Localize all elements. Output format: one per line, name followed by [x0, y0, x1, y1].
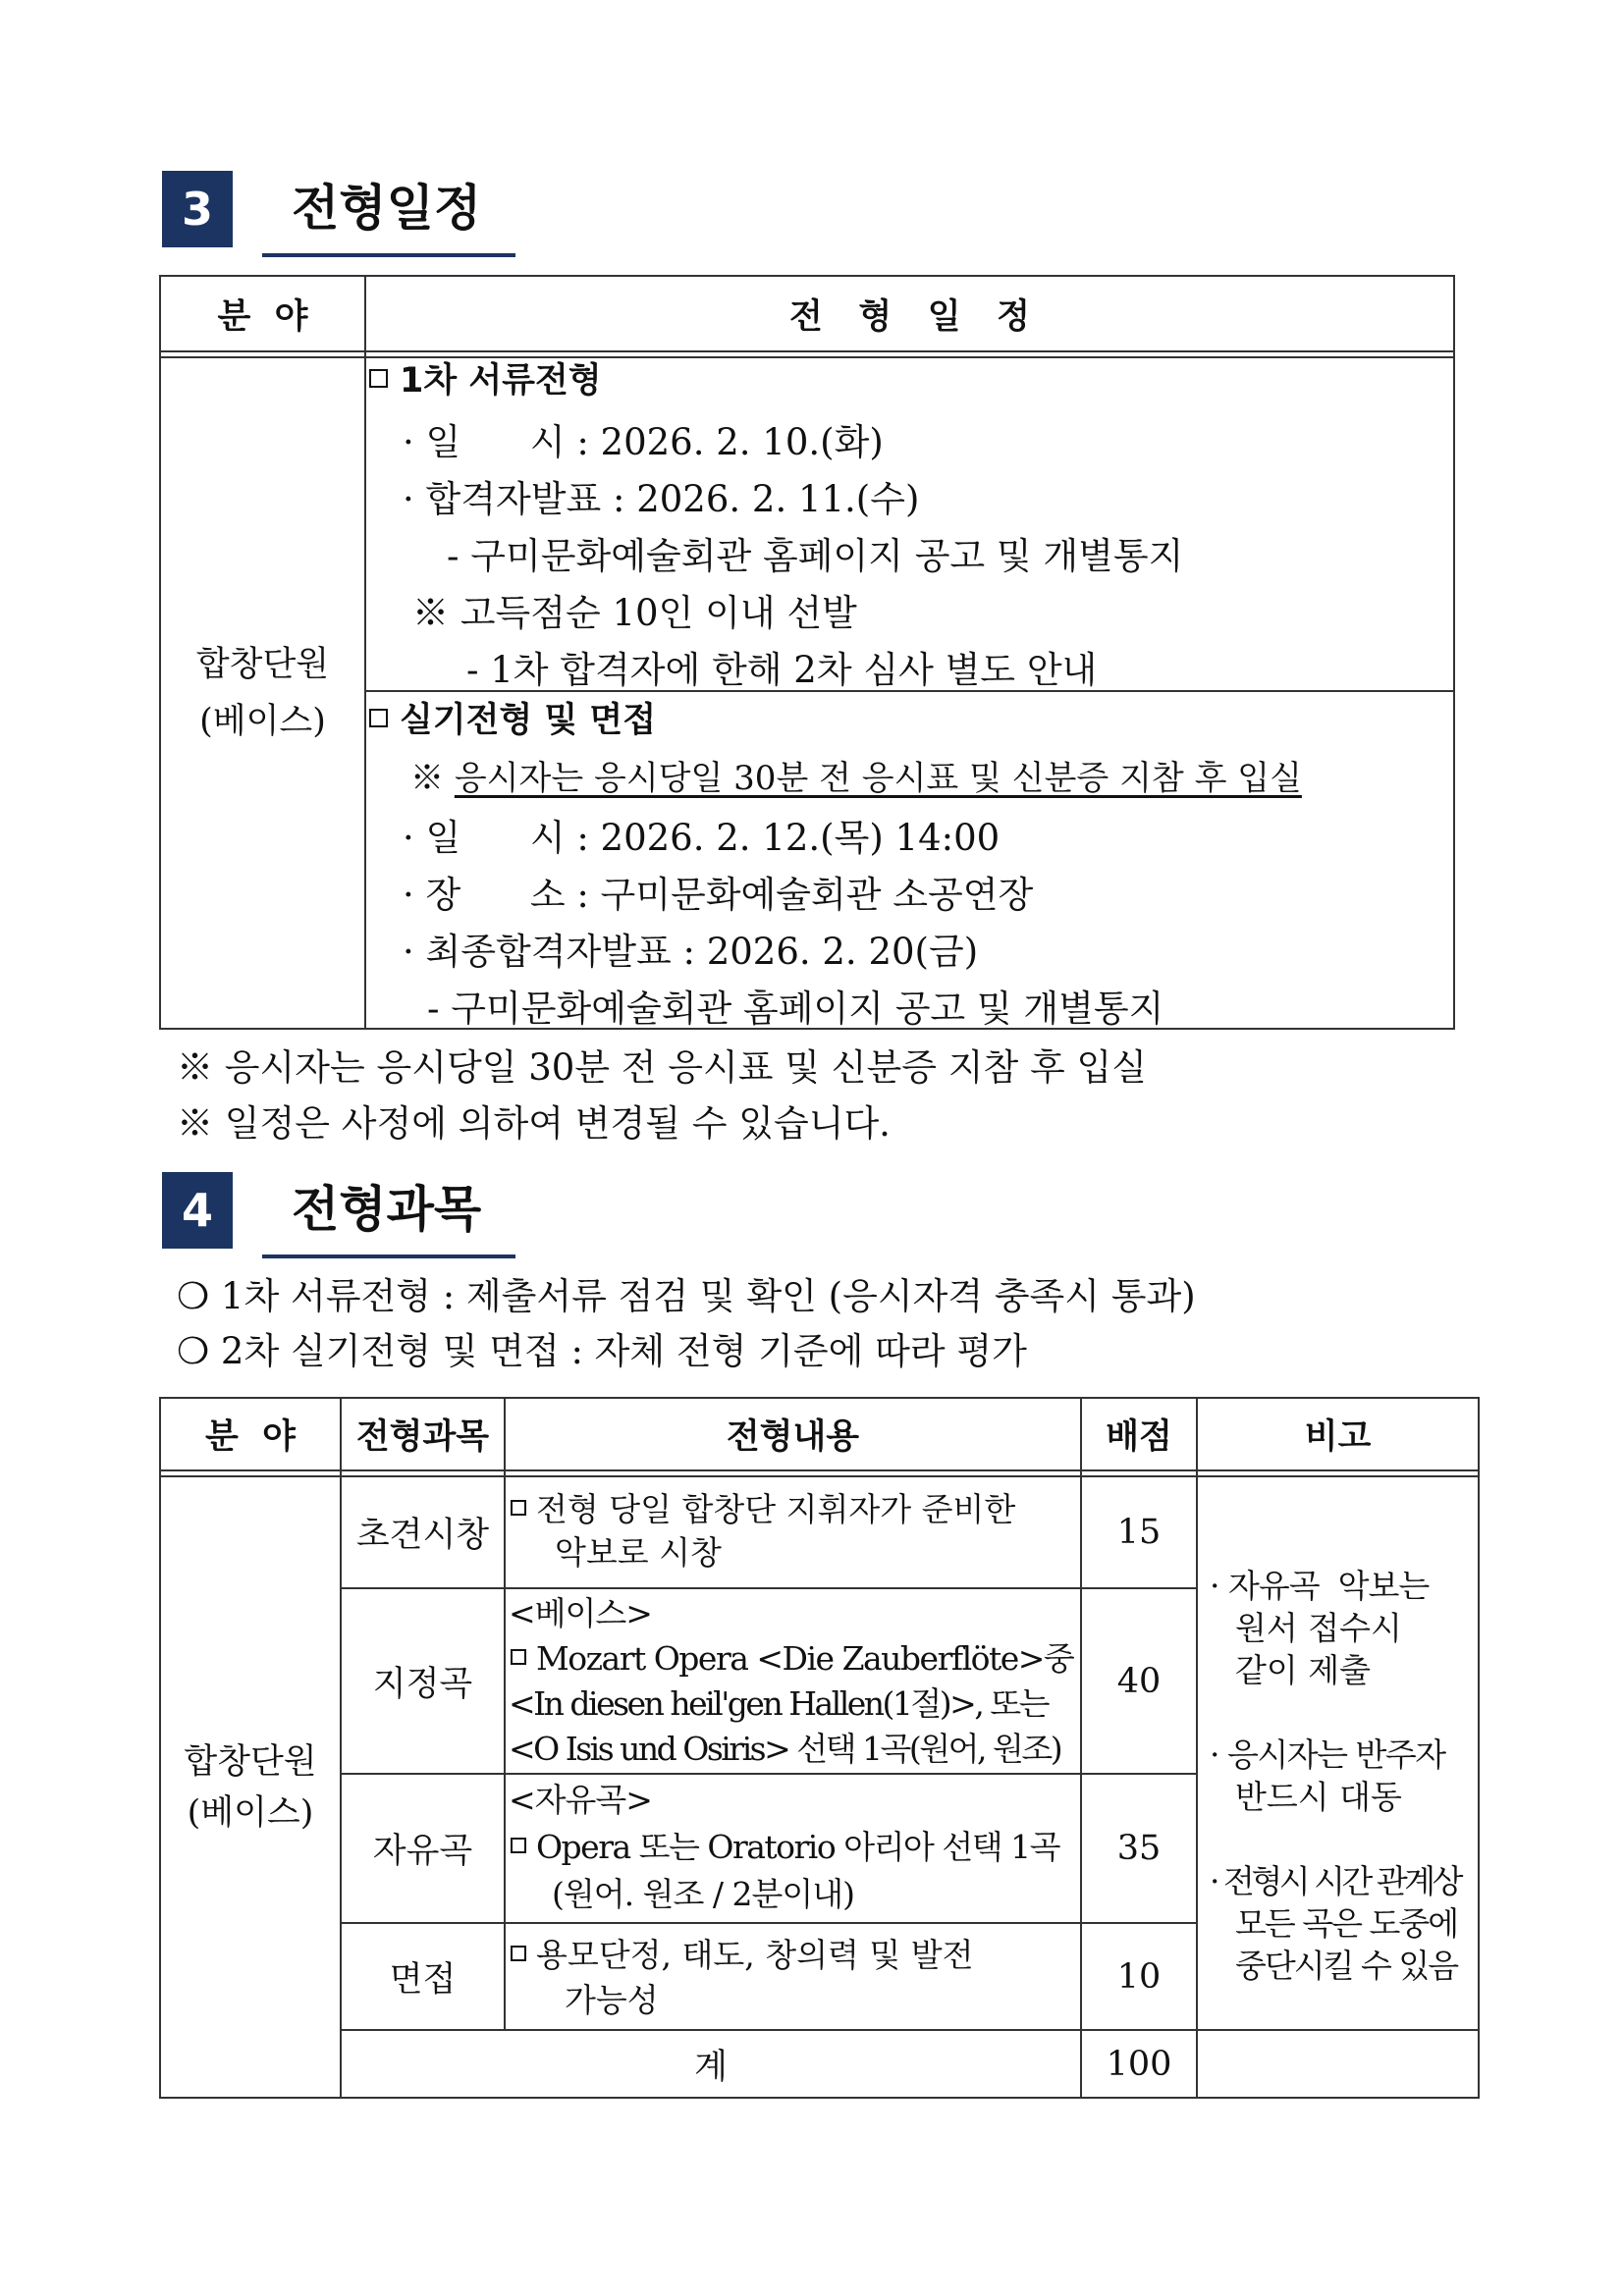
- subject-interview: 면접: [389, 1959, 457, 2000]
- stage2-note: ※ 응시자는 응시당일 30분 전 응시표 및 신분증 지참 후 입실: [410, 759, 1302, 798]
- section-3-number: 3: [162, 171, 233, 247]
- section-3-heading: [162, 169, 501, 249]
- subjects-header-score: 배점: [1106, 1417, 1172, 1457]
- total-label: 계: [694, 2047, 728, 2087]
- stage1-notice: - 구미문화예술회관 홈페이지 공고 및 개별통지: [447, 535, 1184, 577]
- subjects-field-cell: [161, 1477, 340, 2097]
- subject-bullet-2: ❍ 2차 실기전형 및 면접 : 자체 전형 기준에 따라 평가: [177, 1330, 1027, 1372]
- field-part: (베이스): [199, 702, 326, 741]
- remark-1-line-3: 같이 제출: [1235, 1651, 1372, 1689]
- schedule-field-cell: [161, 358, 364, 1028]
- remark-3-line-1: · 전형시 시간 관계상: [1210, 1862, 1460, 1900]
- checkbox-icon: [369, 369, 388, 388]
- subject-bullet-1: ❍ 1차 서류전형 : 제출서류 점검 및 확인 (응시자격 충족시 통과): [177, 1275, 1196, 1317]
- remark-2-line-2: 반드시 대동: [1235, 1778, 1402, 1816]
- subjects-header-subject: 전형과목: [355, 1417, 490, 1457]
- schedule-note-1: ※ 응시자는 응시당일 30분 전 응시표 및 신분증 지참 후 입실: [177, 1046, 1148, 1089]
- total-score: 100: [1106, 2044, 1172, 2084]
- score-designated-song: 40: [1116, 1661, 1162, 1701]
- subjects-header-remark: 비고: [1304, 1417, 1372, 1457]
- stage2-notice: - 구미문화예술회관 홈페이지 공고 및 개별통지: [427, 988, 1164, 1030]
- stage1-note-sub: - 1차 합격자에 한해 2차 심사 별도 안내: [466, 649, 1098, 691]
- field-name: 합창단원: [195, 645, 330, 684]
- subject-sight-singing: 초견시창: [355, 1516, 490, 1555]
- checkbox-icon: [511, 1946, 526, 1961]
- schedule-header-field: 분 야: [217, 296, 308, 337]
- subject-designated-song: 지정곡: [372, 1664, 473, 1704]
- subject-free-song: 자유곡: [372, 1832, 473, 1871]
- section-4-number: 4: [162, 1172, 233, 1249]
- score-free-song: 35: [1116, 1829, 1162, 1868]
- stage1-date: · 일 시 : 2026. 2. 10.(화): [403, 421, 884, 463]
- stage1-announce: · 합격자발표 : 2026. 2. 11.(수): [403, 478, 920, 520]
- field-part: (베이스): [187, 1792, 314, 1833]
- remark-3-line-3: 중단시킬 수 있음: [1235, 1947, 1458, 1985]
- checkbox-icon: [511, 1649, 526, 1665]
- schedule-header-schedule: 전 형 일 정: [789, 296, 1030, 337]
- score-interview: 10: [1116, 1956, 1162, 1997]
- score-sight-singing: 15: [1116, 1513, 1162, 1552]
- stage1-title: 1차 서류전형: [369, 353, 602, 402]
- stage1-note: ※ 고득점순 10인 이내 선발: [412, 592, 857, 634]
- stage2-date: · 일 시 : 2026. 2. 12.(목) 14:00: [403, 817, 1001, 859]
- schedule-note-2: ※ 일정은 사정에 의하여 변경될 수 있습니다.: [177, 1102, 891, 1145]
- stage2-title: 실기전형 및 면접: [369, 693, 656, 742]
- checkbox-icon: [511, 1500, 526, 1516]
- section-4-title: 전형과목: [292, 1170, 501, 1251]
- stage2-final: · 최종합격자발표 : 2026. 2. 20(금): [403, 931, 979, 973]
- subjects-header-field: 분 야: [205, 1417, 296, 1457]
- checkbox-icon: [369, 709, 388, 727]
- stage2-place: · 장 소 : 구미문화예술회관 소공연장: [403, 874, 1034, 916]
- remark-2-line-1: · 응시자는 반주자: [1210, 1735, 1445, 1774]
- remark-3-line-2: 모든 곡은 도중에: [1235, 1904, 1458, 1943]
- field-name: 합창단원: [184, 1741, 317, 1782]
- subjects-header-content: 전형내용: [726, 1417, 860, 1457]
- remark-1-line-1: · 자유곡 악보는: [1210, 1567, 1430, 1605]
- section-3-title: 전형일정: [292, 169, 501, 249]
- section-4-heading: [162, 1170, 501, 1251]
- checkbox-icon: [511, 1838, 526, 1853]
- remark-1-line-2: 원서 접수시: [1235, 1609, 1402, 1647]
